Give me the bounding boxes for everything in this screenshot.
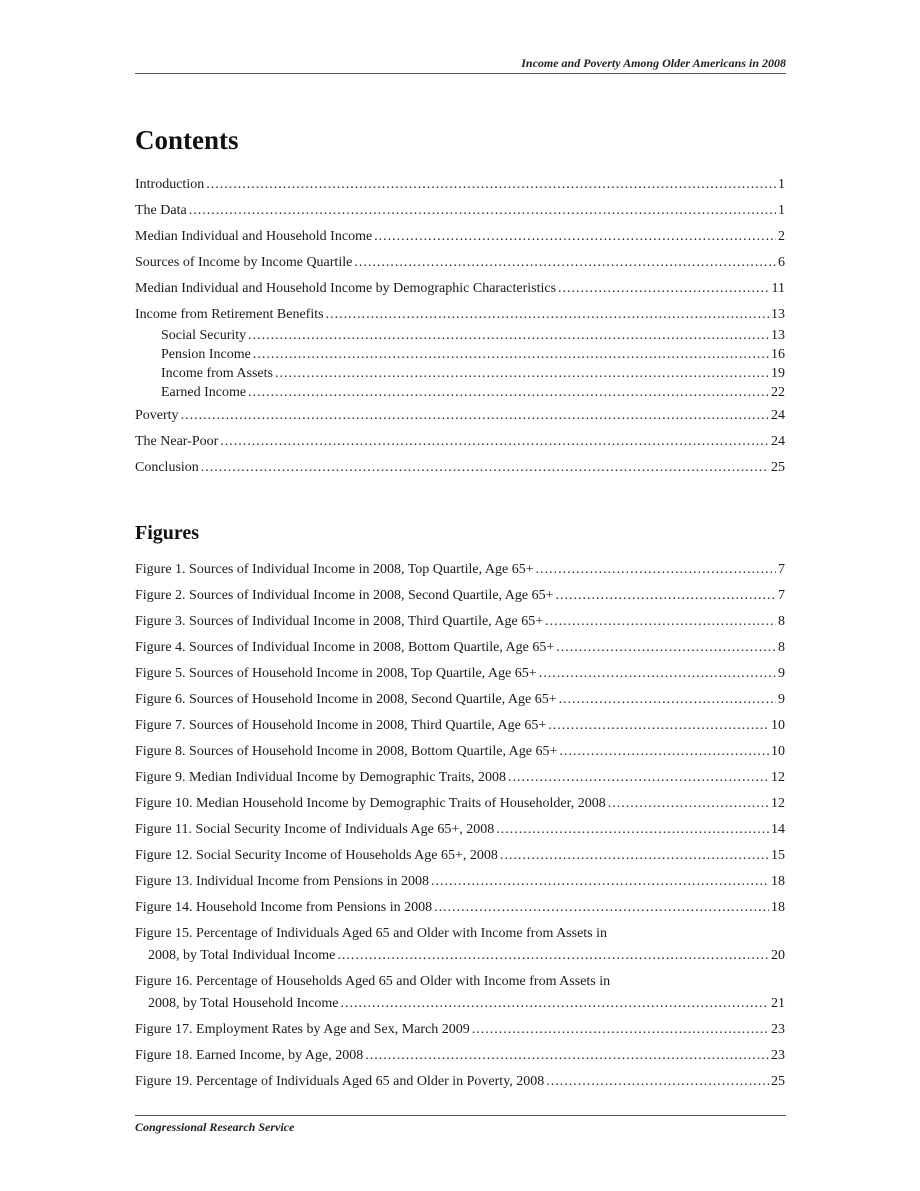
figure-entry[interactable] — [135, 611, 785, 633]
footer-rule — [135, 1115, 786, 1116]
dot-leader — [472, 1019, 769, 1041]
figure-entry[interactable] — [135, 767, 785, 789]
figure-entry-label: Figure 4. Sources of Individual Income in 2008, Bottom Quartile, Age 65+ — [135, 640, 555, 655]
toc-entry-the-data[interactable] — [135, 200, 785, 222]
figure-entry-page: 15 — [771, 848, 785, 863]
toc-entry-page: 24 — [771, 408, 785, 423]
dot-leader — [539, 663, 776, 685]
toc-entry-label: Introduction — [135, 177, 205, 192]
toc-entry-label: Social Security — [161, 328, 247, 343]
figure-entry-label: Figure 12. Social Security Income of Households Age 65+, 2008 — [135, 848, 498, 863]
figure-entry-label: Figure 3. Sources of Individual Income in 2008, Third Quartile, Age 65+ — [135, 614, 544, 629]
toc-entry-label: Income from Retirement Benefits — [135, 307, 324, 322]
toc-entry-page: 24 — [771, 434, 785, 449]
figure-entry-page: 23 — [771, 1022, 785, 1037]
figure-entry-label: Figure 8. Sources of Household Income in 2008, Bottom Quartile, Age 65+ — [135, 744, 558, 759]
figure-entry-page: 9 — [778, 666, 785, 681]
toc-entry-median-by-demographics[interactable] — [135, 278, 785, 300]
dot-leader — [189, 200, 776, 222]
toc-subentry-pension-income[interactable] — [161, 345, 785, 364]
toc-entry-label: Median Individual and Household Income — [135, 229, 373, 244]
dot-leader — [558, 278, 769, 300]
figure-entry[interactable] — [135, 897, 785, 919]
figure-entry[interactable] — [135, 871, 785, 893]
figure-entry-label: Figure 14. Household Income from Pensions in 2008 — [135, 900, 433, 915]
dot-leader — [434, 897, 769, 919]
toc-subentry-social-security[interactable] — [161, 326, 785, 345]
dot-leader — [275, 364, 769, 383]
figure-entry-page: 7 — [778, 588, 785, 603]
toc-entry-page: 1 — [778, 203, 785, 218]
figure-entry-label-line2: 2008, by Total Individual Income — [148, 948, 336, 963]
figure-entry-page: 21 — [771, 996, 785, 1011]
dot-leader — [248, 326, 769, 345]
figure-entry-page: 12 — [771, 796, 785, 811]
figure-entry-label: Figure 6. Sources of Household Income in 2008, Second Quartile, Age 65+ — [135, 692, 557, 707]
toc-subentry-earned-income[interactable] — [161, 383, 785, 402]
toc-entry-median-income[interactable] — [135, 226, 785, 248]
figure-entry[interactable] — [135, 559, 785, 581]
dot-leader — [500, 845, 769, 867]
toc-entry-label: Earned Income — [161, 385, 247, 400]
dot-leader — [374, 226, 776, 248]
toc-subentry-income-from-assets[interactable] — [161, 364, 785, 383]
figure-entry-page: 14 — [771, 822, 785, 837]
contents-title: Contents — [135, 125, 239, 155]
dot-leader — [365, 1045, 769, 1067]
dot-leader — [545, 611, 776, 633]
dot-leader — [608, 793, 769, 815]
figure-entry-label: Figure 9. Median Individual Income by Demographic Traits, 2008 — [135, 770, 506, 785]
figure-entry[interactable] — [135, 793, 785, 815]
toc-entry-page: 13 — [771, 307, 785, 322]
dot-leader — [337, 945, 769, 967]
dot-leader — [536, 559, 776, 581]
figure-entry-page: 10 — [771, 744, 785, 759]
figure-entry-page: 7 — [778, 562, 785, 577]
dot-leader — [201, 457, 769, 479]
toc-entry-label: The Data — [135, 203, 187, 218]
dot-leader — [206, 174, 776, 196]
figure-entry-page: 10 — [771, 718, 785, 733]
figure-entry-page: 23 — [771, 1048, 785, 1063]
running-header: Income and Poverty Among Older Americans in 2008 — [135, 55, 786, 74]
figure-entry[interactable] — [135, 715, 785, 737]
toc-entry-page: 25 — [771, 460, 785, 475]
dot-leader — [508, 767, 769, 789]
dot-leader — [556, 637, 776, 659]
toc-entry-page: 16 — [771, 347, 785, 362]
figures-title: Figures — [135, 522, 200, 544]
figure-entry-label: Figure 11. Social Security Income of Individuals Age 65+, 2008 — [135, 822, 495, 837]
dot-leader — [496, 819, 769, 841]
toc-entry-retirement-benefits[interactable] — [135, 304, 785, 326]
toc-entry-label: Conclusion — [135, 460, 199, 475]
figure-entry[interactable] — [135, 741, 785, 763]
dot-leader — [253, 345, 769, 364]
figure-entry-label: Figure 18. Earned Income, by Age, 2008 — [135, 1048, 364, 1063]
figure-entry-page: 12 — [771, 770, 785, 785]
figure-entry-label-line2: 2008, by Total Household Income — [148, 996, 339, 1011]
toc-entry-label: Poverty — [135, 408, 179, 423]
figure-entry-label: Figure 10. Median Household Income by Demographic Traits of Householder, 2008 — [135, 796, 606, 811]
dot-leader — [340, 993, 769, 1015]
figure-entry-page: 20 — [771, 948, 785, 963]
dot-leader — [555, 585, 776, 607]
toc-entry-label: Median Individual and Household Income by Demographic Characteristics — [135, 281, 557, 296]
figure-entry-page: 8 — [778, 640, 785, 655]
toc-entry-page: 2 — [778, 229, 785, 244]
figure-entry[interactable] — [135, 819, 785, 841]
toc-entry-near-poor[interactable] — [135, 431, 785, 453]
figure-entry-label: Figure 2. Sources of Individual Income in 2008, Second Quartile, Age 65+ — [135, 588, 554, 603]
dot-leader — [548, 715, 769, 737]
dot-leader — [354, 252, 776, 274]
toc-entry-page: 6 — [778, 255, 785, 270]
figure-entry-page: 9 — [778, 692, 785, 707]
figure-entry-label: Figure 17. Employment Rates by Age and Sex, March 2009 — [135, 1022, 470, 1037]
contents-list — [135, 174, 785, 483]
toc-entry-label: The Near-Poor — [135, 434, 219, 449]
toc-entry-page: 22 — [771, 385, 785, 400]
figure-entry[interactable] — [135, 585, 785, 607]
toc-entry-label: Income from Assets — [161, 366, 273, 381]
dot-leader — [326, 304, 769, 326]
figure-entry-page: 18 — [771, 874, 785, 889]
toc-entry-sources-by-quartile[interactable] — [135, 252, 785, 274]
figure-entry-page: 18 — [771, 900, 785, 915]
figure-entry[interactable] — [135, 1045, 785, 1067]
dot-leader — [181, 405, 769, 427]
dot-leader — [431, 871, 769, 893]
toc-entry-label: Pension Income — [161, 347, 251, 362]
figure-entry[interactable] — [135, 971, 785, 1015]
figure-entry-label: Figure 13. Individual Income from Pensions in 2008 — [135, 874, 429, 889]
dot-leader — [248, 383, 769, 402]
dot-leader — [559, 741, 769, 763]
figure-entry[interactable] — [135, 1019, 785, 1041]
figure-entry-label-line1: Figure 16. Percentage of Households Aged 65 and Older with Income from Assets in — [135, 974, 611, 989]
figure-entry-label: Figure 19. Percentage of Individuals Aged 65 and Older in Poverty, 2008 — [135, 1074, 545, 1089]
toc-entry-label: Sources of Income by Income Quartile — [135, 255, 353, 270]
dot-leader — [546, 1071, 769, 1093]
dot-leader — [220, 431, 769, 453]
figure-entry[interactable] — [135, 845, 785, 867]
toc-entry-page: 11 — [771, 281, 785, 296]
figure-entry[interactable] — [135, 663, 785, 685]
figures-list — [135, 559, 785, 1097]
toc-entry-page: 19 — [771, 366, 785, 381]
figure-entry[interactable] — [135, 637, 785, 659]
figure-entry-page: 8 — [778, 614, 785, 629]
toc-entry-introduction[interactable] — [135, 174, 785, 196]
toc-entry-poverty[interactable] — [135, 405, 785, 427]
running-footer: Congressional Research Service — [135, 1120, 295, 1134]
figure-entry[interactable] — [135, 923, 785, 967]
toc-entry-page: 13 — [771, 328, 785, 343]
figure-entry[interactable] — [135, 689, 785, 711]
figure-entry[interactable] — [135, 1071, 785, 1093]
figure-entry-label: Figure 7. Sources of Household Income in 2008, Third Quartile, Age 65+ — [135, 718, 547, 733]
figure-entry-label: Figure 1. Sources of Individual Income in 2008, Top Quartile, Age 65+ — [135, 562, 534, 577]
figure-entry-page: 25 — [771, 1074, 785, 1089]
toc-entry-page: 1 — [778, 177, 785, 192]
figure-entry-label-line1: Figure 15. Percentage of Individuals Aged 65 and Older with Income from Assets in — [135, 926, 608, 941]
figure-entry-label: Figure 5. Sources of Household Income in 2008, Top Quartile, Age 65+ — [135, 666, 537, 681]
toc-entry-conclusion[interactable] — [135, 457, 785, 479]
dot-leader — [559, 689, 776, 711]
